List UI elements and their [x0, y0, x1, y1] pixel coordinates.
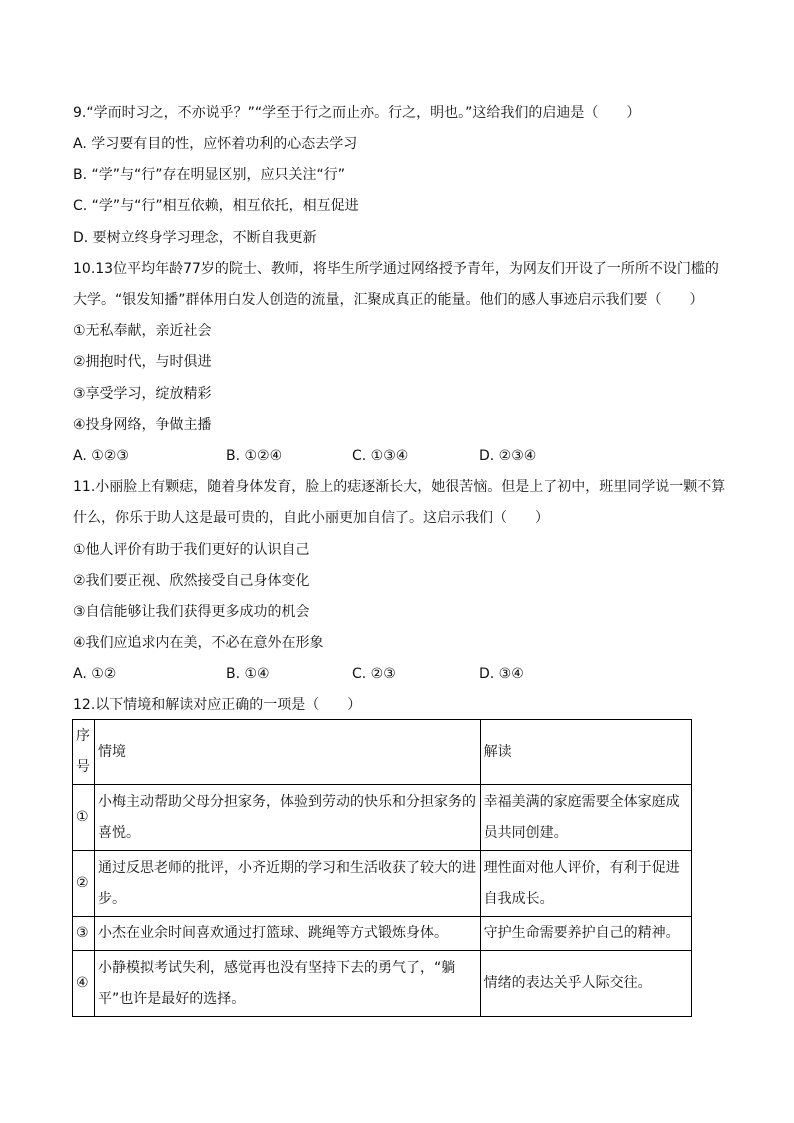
q10-statement-3: ③享受学习，绽放精彩 — [73, 386, 212, 402]
q11-choice-d: D. ③④ — [479, 666, 524, 682]
q10-choice-c: C. ①③④ — [352, 448, 409, 464]
q12-stem: 12.以下情境和解读对应正确的一项是（ ） — [73, 697, 362, 713]
table-row — [73, 851, 692, 917]
q9-stem: 9.“学而时习之，不亦说乎？”“学至于行之而止亦。行之，明也。”这给我们的启迪是（ ） — [73, 105, 641, 121]
row-reading: 幸福美满的家庭需要全体家庭成员共同创建。 — [480, 785, 691, 851]
row-number: ① — [73, 785, 95, 851]
row-scene: 通过反思老师的批评，小齐近期的学习和生活收获了较大的进步。 — [95, 851, 481, 917]
row-number: ④ — [73, 951, 95, 1017]
q9-option-c: C. “学”与“行”相互依赖，相互依托，相互促进 — [73, 198, 359, 214]
header-number: 序号 — [73, 720, 95, 785]
q10-choice-d: D. ②③④ — [479, 448, 537, 464]
table-row — [73, 917, 692, 951]
row-reading: 守护生命需要养护自己的精神。 — [480, 917, 691, 951]
row-number: ② — [73, 851, 95, 917]
q10-stem-line2: 大学。“银发知播”群体用白发人创造的流量，汇聚成真正的能量。他们的感人事迹启示我们要（ ） — [73, 292, 704, 308]
row-scene: 小杰在业余时间喜欢通过打篮球、跳绳等方式锻炼身体。 — [95, 917, 481, 951]
row-reading: 情绪的表达关乎人际交往。 — [480, 951, 691, 1017]
row-scene: 小静模拟考试失利，感觉再也没有坚持下去的勇气了，“躺平”也许是最好的选择。 — [95, 951, 481, 1017]
q10-choice-a: A. ①②③ — [73, 448, 129, 464]
q9-option-a: A. 学习要有目的性，应怀着功利的心态去学习 — [73, 136, 358, 152]
row-scene: 小梅主动帮助父母分担家务，体验到劳动的快乐和分担家务的喜悦。 — [95, 785, 481, 851]
header-scene: 情境 — [95, 720, 481, 785]
table-header-row — [73, 720, 692, 785]
q9-option-d: D. 要树立终身学习理念，不断自我更新 — [73, 230, 317, 246]
q11-stem-line1: 11.小丽脸上有颗痣，随着身体发育，脸上的痣逐渐长大，她很苦恼。但是上了初中，班里同学说一颗不算 — [73, 479, 726, 495]
q11-statement-4: ④我们应追求内在美，不必在意外在形象 — [73, 635, 324, 651]
q10-choice-b: B. ①②④ — [226, 448, 283, 464]
q11-statement-3: ③自信能够让我们获得更多成功的机会 — [73, 604, 310, 620]
q11-choice-c: C. ②③ — [352, 666, 396, 682]
q12-table — [72, 719, 692, 1017]
q11-choice-a: A. ①② — [73, 666, 117, 682]
q10-statement-1: ①无私奉献，亲近社会 — [73, 323, 212, 339]
q11-statement-2: ②我们要正视、欣然接受自己身体变化 — [73, 573, 310, 589]
q10-statement-4: ④投身网络，争做主播 — [73, 417, 212, 433]
q11-statement-1: ①他人评价有助于我们更好的认识自己 — [73, 542, 310, 558]
q10-statement-2: ②拥抱时代，与时俱进 — [73, 354, 212, 370]
q9-option-b: B. “学”与“行”存在明显区别，应只关注“行” — [73, 167, 346, 183]
q10-stem-line1: 10.13位平均年龄77岁的院士、教师，将毕生所学通过网络授予青年，为网友们开设了一所所不设门槛的 — [73, 261, 719, 277]
header-reading: 解读 — [480, 720, 691, 785]
q11-stem-line2: 什么，你乐于助人这是最可贵的，自此小丽更加自信了。这启示我们（ ） — [73, 510, 549, 526]
row-reading: 理性面对他人评价，有利于促进自我成长。 — [480, 851, 691, 917]
table-row — [73, 785, 692, 851]
q11-choice-b: B. ①④ — [226, 666, 270, 682]
table-row — [73, 951, 692, 1017]
row-number: ③ — [73, 917, 95, 951]
